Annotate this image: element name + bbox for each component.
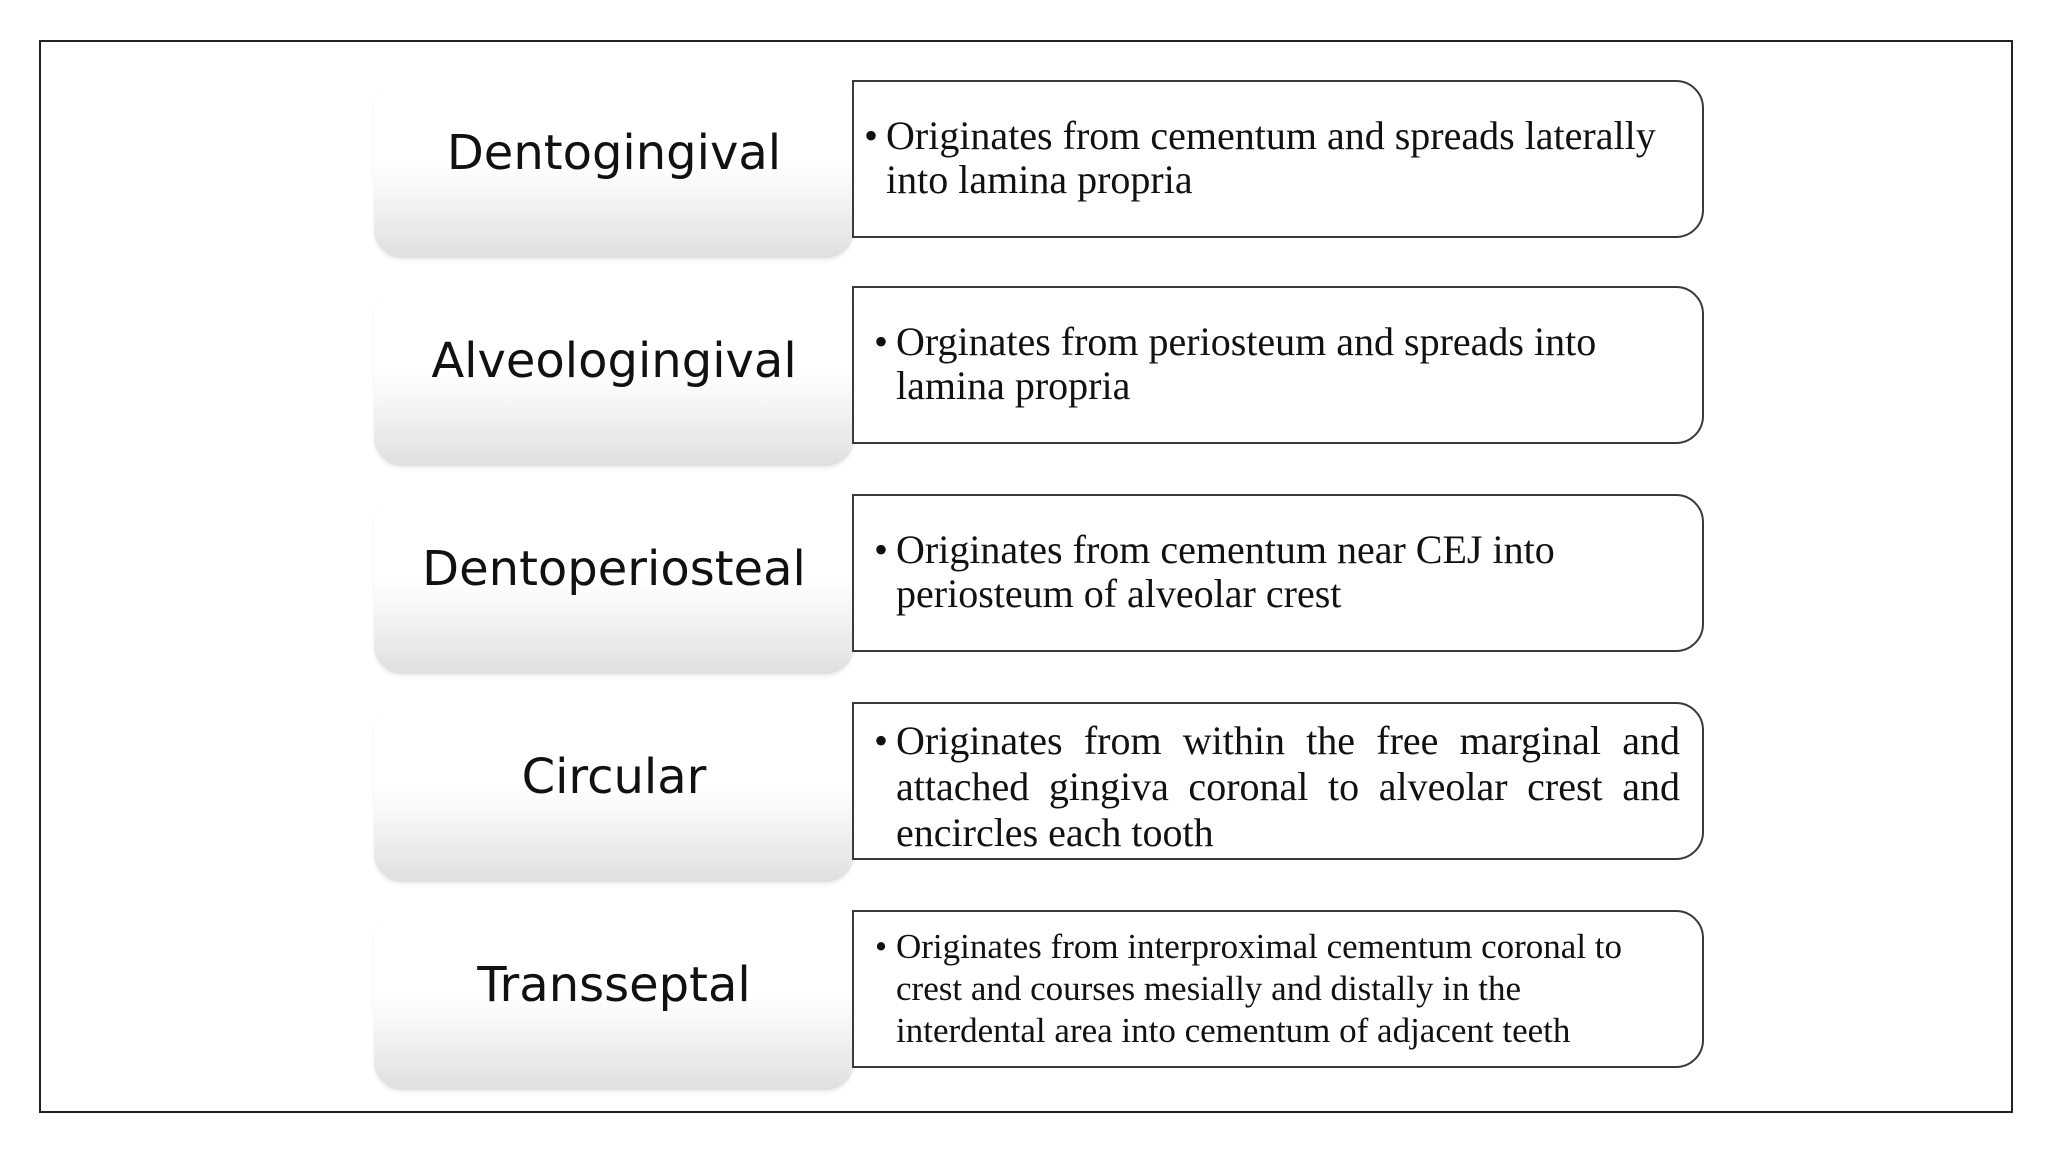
bullet-marker: • <box>873 319 888 364</box>
fiber-label: Transseptal <box>477 957 751 1013</box>
fiber-row-dentogingival <box>0 78 2048 288</box>
fiber-row-transseptal <box>0 910 2048 1120</box>
fiber-description-box <box>852 910 1704 1068</box>
fiber-description: Originates from cementum near CEJ into periosteum of alveolar crest <box>896 527 1555 616</box>
fiber-description-box <box>852 80 1704 238</box>
fiber-description-box <box>852 494 1704 652</box>
fiber-row-alveologingival <box>0 286 2048 496</box>
fiber-row-dentoperiosteal <box>0 494 2048 704</box>
fiber-row-circular <box>0 702 2048 912</box>
fiber-label-box <box>374 910 854 1090</box>
fiber-label-box <box>374 494 854 674</box>
fiber-description: Originates from within the free marginal and attached gingiva coronal to alveolar crest and encircles each tooth <box>896 718 1680 855</box>
fiber-label-box <box>374 702 854 882</box>
fiber-label-box <box>374 286 854 466</box>
bullet-marker: • <box>873 527 888 572</box>
fiber-label: Circular <box>521 749 707 805</box>
fiber-description-box <box>852 286 1704 444</box>
fiber-description: Orginates from periosteum and spreads into lamina propria <box>896 319 1597 408</box>
bullet-marker: • <box>863 113 878 158</box>
bullet-marker: • <box>873 718 888 763</box>
bullet-marker: • <box>874 927 888 966</box>
fiber-label: Alveologingival <box>431 333 797 389</box>
fiber-label: Dentoperiosteal <box>422 541 806 597</box>
fiber-description: Originates from cementum and spreads laterally into lamina propria <box>886 113 1656 202</box>
fiber-description-box <box>852 702 1704 860</box>
fiber-label-box <box>374 78 854 258</box>
fiber-description: Originates from interproximal cementum coronal to crest and courses mesially and distally in the interdental area into cementum of adjacent teeth <box>896 927 1623 1050</box>
fiber-label: Dentogingival <box>446 125 782 181</box>
